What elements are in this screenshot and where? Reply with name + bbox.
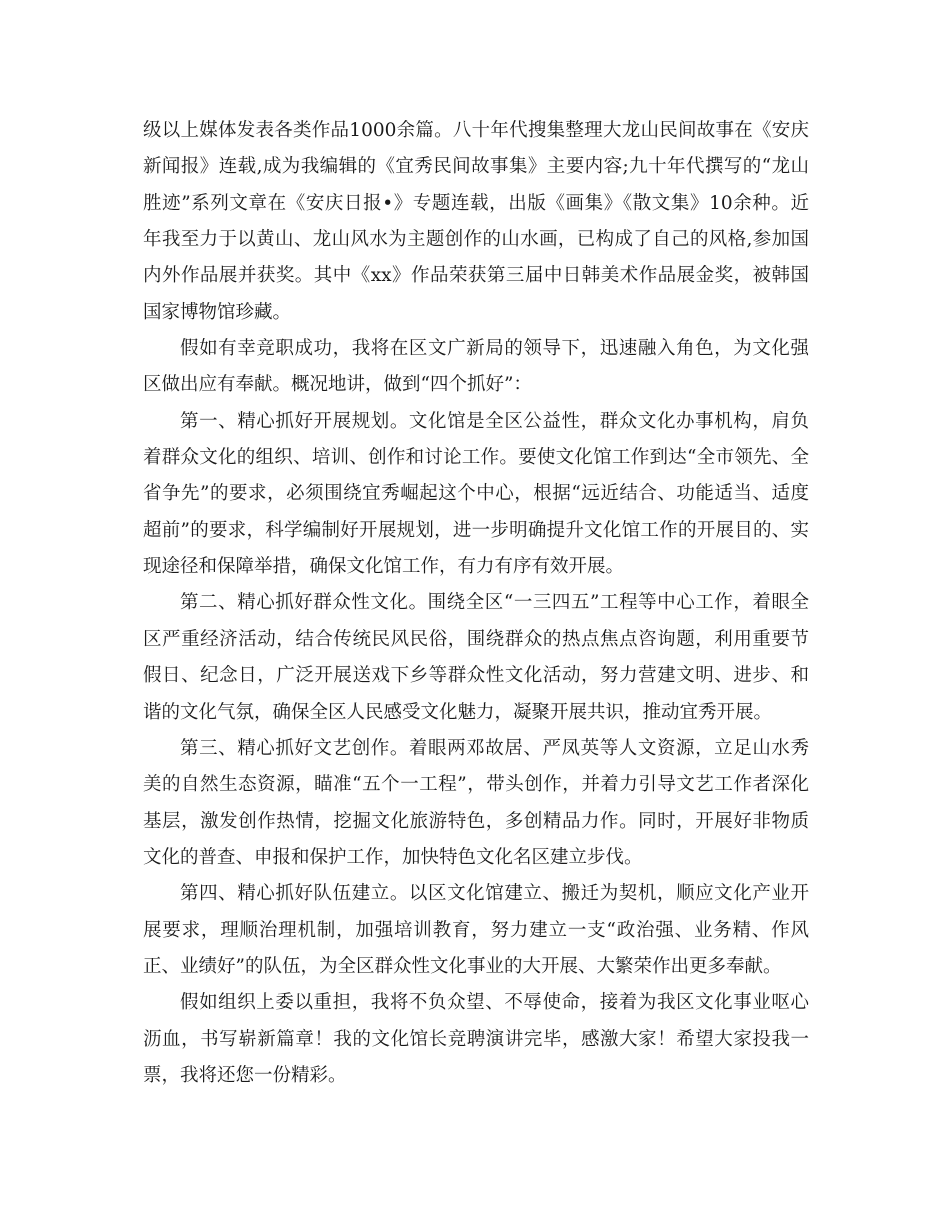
paragraph-first-line: 第四、精心抓好队伍建立。以区文化馆建立、搬迁为契机，顺应文化产业开: [180, 883, 809, 905]
text-line: 省争先”的要求，必须围绕宜秀崛起这个中心，根据“远近结合、功能适当、适度: [143, 483, 809, 505]
paragraph-first-line: 第一、精心抓好开展规划。文化馆是全区公益性，群众文化办事机构，肩负: [180, 410, 809, 432]
paragraph-first-line: 第二、精心抓好群众性文化。围绕全区“一三四五”工程等中心工作，着眼全: [180, 592, 809, 614]
text-line: 年我至力于以黄山、龙山风水为主题创作的山水画，已构成了自己的风格,参加国: [143, 229, 809, 251]
text-line: 超前”的要求，科学编制好开展规划，进一步明确提升文化馆工作的开展目的、实: [143, 519, 809, 541]
document-body: [143, 113, 809, 1094]
text-line: 展要求，理顺治理机制，加强培训教育，努力建立一支“政治强、业务精、作风: [143, 919, 809, 941]
text-line: 着群众文化的组织、培训、创作和讨论工作。要使文化馆工作到达“全市领先、全: [143, 447, 809, 469]
text-line: 美的自然生态资源，瞄准“五个一工程”，带头创作，并着力引导文艺工作者深化: [143, 774, 809, 796]
text-line: 新闻报》连载,成为我编辑的《宜秀民间故事集》主要内容;九十年代撰写的“龙山: [143, 156, 809, 178]
text-line: 现途径和保障举措，确保文化馆工作，有力有序有效开展。: [143, 556, 625, 578]
text-line: 胜迹”系列文章在《安庆日报•》专题连载，出版《画集》《散文集》10余种。近: [143, 192, 809, 214]
text-line: 内外作品展并获奖。其中《xx》作品荣获第三届中日韩美术作品展金奖，被韩国: [143, 265, 809, 287]
text-line: 谐的文化气氛，确保全区人民感受文化魅力，凝聚开展共识，推动宜秀开展。: [143, 701, 773, 723]
text-line: 沥血，书写崭新篇章！我的文化馆长竞聘演讲完毕，感激大家！希望大家投我一: [143, 1028, 809, 1050]
paragraph-first-line: 假如组织上委以重担，我将不负众望、不辱使命，接着为我区文化事业呕心: [180, 992, 809, 1014]
text-line: 国家博物馆珍藏。: [143, 301, 292, 323]
text-line: 区严重经济活动，结合传统民风民俗，围绕群众的热点焦点咨询题，利用重要节: [143, 628, 809, 650]
text-line: 级以上媒体发表各类作品1000余篇。八十年代搜集整理大龙山民间故事在《安庆: [143, 120, 809, 141]
paragraph-first-line: 假如有幸竞职成功，我将在区文广新局的领导下，迅速融入角色，为文化强: [180, 338, 809, 360]
text-line: 票，我将还您一份精彩。: [143, 1064, 347, 1086]
text-line: 基层，激发创作热情，挖掘文化旅游特色，多创精品力作。同时，开展好非物质: [143, 810, 809, 832]
text-line: 正、业绩好”的队伍，为全区群众性文化事业的大开展、大繁荣作出更多奉献。: [143, 955, 782, 977]
text-line: 文化的普查、申报和保护工作，加快特色文化名区建立步伐。: [143, 846, 643, 868]
text-line: 假日、纪念日，广泛开展送戏下乡等群众性文化活动，努力营建文明、进步、和: [143, 665, 809, 687]
paragraph-first-line: 第三、精心抓好文艺创作。着眼两邓故居、严凤英等人文资源，立足山水秀: [180, 737, 809, 759]
text-line: 区做出应有奉献。概况地讲，做到“四个抓好”：: [143, 374, 532, 396]
